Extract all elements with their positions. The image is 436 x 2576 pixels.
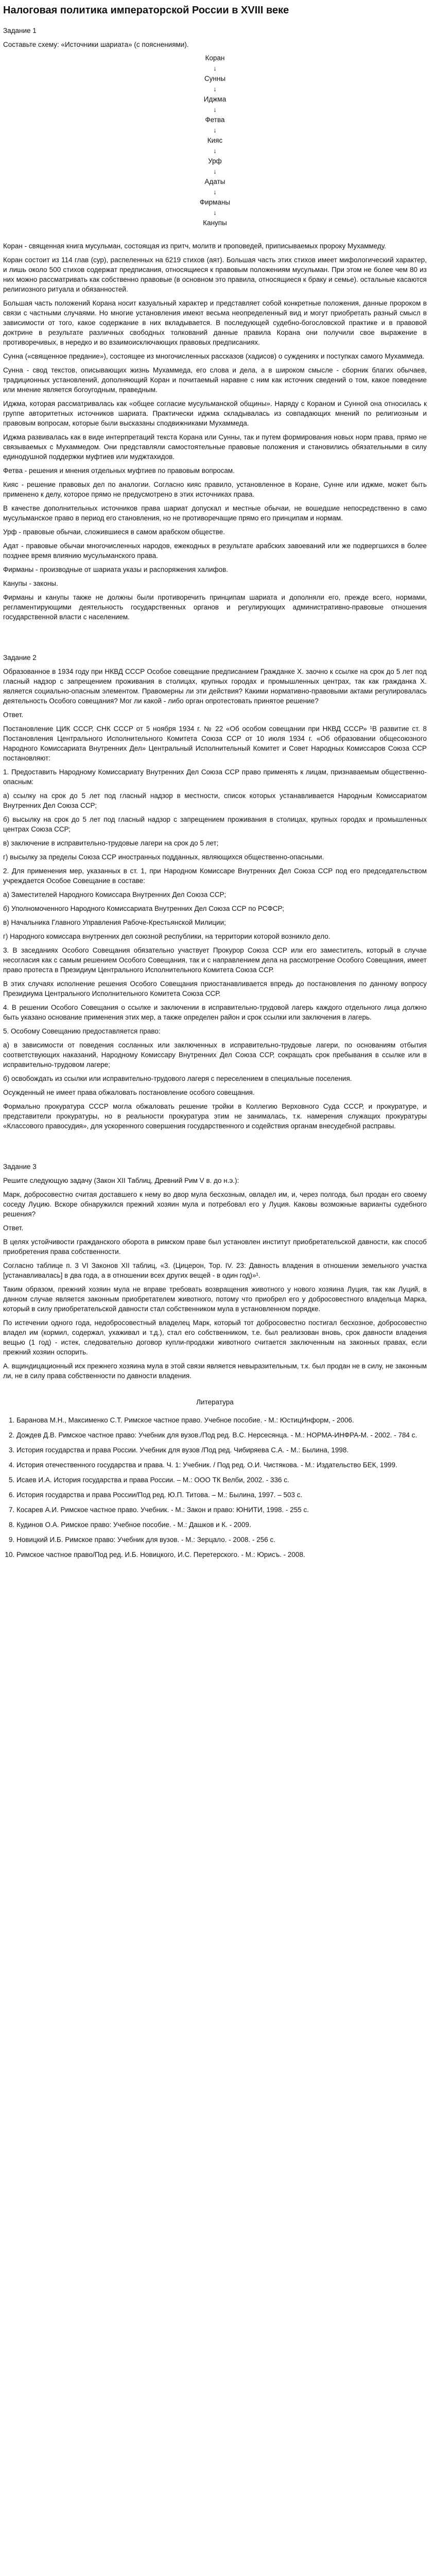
literature-item: 2. Дождев Д.В. Римское частное право: Учебник для вузов./Под ред. В.С. Нерсесянца. - М.: НОРМА-ИНФРА-М. - 2002. - 784 с. [16, 1430, 427, 1440]
paragraph: в) заключение в исправительно-трудовые лагери на срок до 5 лет; [3, 839, 219, 847]
literature-item: 9. Новицкий И.Б. Римское право: Учебник для вузов. - М.: Зерцало. - 2008. - 256 с. [16, 1535, 427, 1545]
literature-item: 6. История государства и права России/Под ред. Ю.П. Титова. – М.: Былина, 1997. – 503 с. [16, 1490, 427, 1500]
task-1-paragraphs [3, 241, 427, 622]
chain-item: Сунны [204, 75, 226, 82]
paragraph: 3. В заседаниях Особого Совещания обязательно участвует Прокурор Союза ССР или его заместитель, который в случае несогласия как с самым решением Особого Совещания, так и с направлением дела на рассмотрение Особого Совещания, имеет право протеста в Президиум Центрального Исполнительного Комитета Союза ССР. [3, 946, 427, 974]
chain-arrow-icon: ↓ [213, 64, 217, 72]
chain-arrow-icon: ↓ [213, 147, 217, 155]
paragraph: В этих случаях исполнение решения Особого Совещания приостанавливается впредь до постановления по данному вопросу Президиума Центрального Исполнительного Комитета Союза ССР. [3, 980, 427, 997]
task-2-heading: Задание 2 [3, 654, 37, 662]
paragraph: 5. Особому Совещанию предоставляется право: [3, 1027, 161, 1035]
paragraph: Коран - священная книга мусульман, состоящая из притч, молитв и проповедей, приписываемых пророку Мухаммеду. [3, 242, 387, 250]
chain-arrow-icon: ↓ [213, 188, 217, 196]
paragraph: В качестве дополнительных источников права шариат допускал и местные обычаи, не вошедшие непосредственно в само мусульманское право в период его становления, но не противоречащие прямо его принципам и нормам. [3, 504, 427, 522]
paragraph: Постановление ЦИК СССР, СНК СССР от 5 ноября 1934 г. № 22 «Об особом совещании при НКВД СССР» ¹В развитие ст. 8 Постановления Центрального Исполнительного Комитета Союза ССР от 10 июля 1934 г. «Об образовании общесоюзного Народного Комиссариата Внутренних Дел» Центральный Исполнительный Комитет и Совет Народных Комиссаров Союза ССР постановляют: [3, 725, 427, 762]
paragraph: а) ссылку на срок до 5 лет под гласный надзор в местности, список которых устанавливается Народным Комиссариатом Внутренних Дел Союза ССР; [3, 792, 427, 809]
chain-item: Урф [208, 157, 222, 165]
task-3-heading: Задание 3 [3, 1163, 37, 1171]
task-1-section [3, 26, 427, 622]
paragraph: Иджма, которая рассматривалась как «общее согласие мусульманской общины». Наряду с Кораном и Сунной она относилась к группе авторитетных источников шариата. Практически иджма складывалась из совпадающих мнений по религиозным и правовым вопросам, которые были высказаны сподвижниками Мухаммеда. [3, 400, 427, 427]
paragraph: 4. В решении Особого Совещания о ссылке и заключении в исправительно-трудовой лагерь каждого отдельного лица должно быть указано основание применения этих мер, а также определен район и срок ссылки или заключения в лагерь. [3, 1004, 427, 1021]
chain-item: Иджма [203, 95, 226, 103]
paragraph: Иджма развивалась как в виде интерпретаций текста Корана или Сунны, так и путем формирования новых норм права, прямо не связываемых с Мухаммедом. Они представляли самостоятельные правовые положения и становились обязательными в силу единодушной поддержки муфтиев или муджтахидов. [3, 433, 427, 461]
paragraph: По истечении одного года, недобросовестный владелец Марк, который тот добросовестно постигал бесхозное, добросовестно владел им (кормил, содержал, ухаживал и т.д.), стал его собственником, т.е. был реализован вновь, срок давности владения вещью (1 год) - истек, следовательно договор купли-продажи животного считается заключенным на законных правах, если прежний хозяин оспорить. [3, 1319, 427, 1356]
page-title: Налоговая политика императорской России в XVIII веке [3, 5, 289, 16]
chain-item: Кияс [207, 137, 223, 144]
chain-arrow-icon: ↓ [213, 85, 217, 93]
paragraph: Формально прокуратура СССР могла обжаловать решение тройки в Коллегию Верховного Суда СССР, и прокуратуре, и представители прокуратуры, но в реальности прокуратура этим не занималась, т.к. намерения служащих прокуратуры «Классового правосудия», для ускоренного совершения государственного и содействия органам внесудебной расправы. [3, 1103, 427, 1130]
task-2-paragraphs [3, 667, 427, 1131]
paragraph: а) Заместителей Народного Комиссара Внутренних Дел Союза ССР; [3, 891, 226, 899]
literature-item: 7. Косарев А.И. Римское частное право. Учебник. - М.: Закон и право: ЮНИТИ, 1998. - 255 с. [16, 1505, 427, 1515]
paragraph: Коран состоит из 114 глав (сур), распеленных на 6219 стихов (аят). Большая часть этих стихов имеет мифологический характер, и лишь около 500 стихов содержат предписания, относящиеся к правовым положениям мусульман. При этом не более чем 80 из них можно рассматривать как собственно правовые (в основном это правила, относящиеся к браку и семье). остальные касаются религиозного ритуала и обязанностей. [3, 256, 427, 293]
literature-item: 3. История государства и права России. Учебник для вузов /Под ред. Чибиряева С.А. - М.: Былина, 1998. [16, 1445, 427, 1455]
task-1-prompt: Составьте схему: «Источники шариата» (с пояснениями). [3, 41, 189, 48]
task-3-section [3, 1162, 427, 1381]
paragraph: Ответ. [3, 1224, 24, 1232]
paragraph: Сунна («священное предание»), состоящее из многочисленных рассказов (хадисов) о суждениях и поступках самого Мухаммеда. [3, 352, 425, 360]
paragraph: В целях устойчивости гражданского оборота в римском праве был установлен институт приобретательской давности, как способ приобретения права собственности. [3, 1238, 427, 1256]
paragraph: Осужденный не имеет права обжаловать постановление особого совещания. [3, 1089, 255, 1096]
paragraph: г) высылку за пределы Союза ССР иностранных подданных, являющихся общественно-опасными. [3, 853, 324, 861]
paragraph: Большая часть положений Корана носит казуальный характер и представляет собой конкретные положения, данные пророком в связи с частными случаями. Но многие установления имеют весьма неопределенный вид и могут приобретать разный смысл в зависимости от того, какое содержание в них вкладывается. В последующей судебно-богословской практике и в правовой доктрине в результате различных свободных толкований данные правила Корана они получили свое выражение в противоречивых, в нередко и во взаимоисключающих правовых предписаниях. [3, 299, 427, 346]
chain-item: Фетва [205, 116, 225, 124]
chain-arrow-icon: ↓ [213, 106, 217, 113]
paragraph: а) в зависимости от поведения сосланных или заключенных в исправительно-трудовые лагери, по основаниям отбытия соответствующих наказаний, Народному Комиссару Внутренних Дел Союза ССР, сокращать срок пребывания в ссылке или в исправительно-трудовом лагере; [3, 1041, 427, 1069]
task-3-paragraphs [3, 1176, 427, 1381]
paragraph: Ответ. [3, 711, 24, 719]
paragraph: Урф - правовые обычаи, сложившиеся в самом арабском обществе. [3, 528, 225, 536]
paragraph: г) Народного комиссара внутренних дел союзной республики, на территории которой возникло дело. [3, 933, 330, 940]
literature-list [3, 1415, 427, 1560]
chain-item: Адаты [204, 178, 225, 185]
literature-item: 4. История отечественного государства и права. Ч. 1: Учебник. / Под ред. О.И. Чистякова. - М.: Издательство БЕК, 1999. [16, 1460, 427, 1470]
paragraph: Канупы - законы. [3, 580, 58, 587]
literature-item: 8. Кудинов О.А. Римское право: Учебное пособие. - М.: Дашков и К. - 2009. [16, 1520, 427, 1530]
chain-arrow-icon: ↓ [213, 126, 217, 134]
literature-item: 5. Исаев И.А. История государства и права России. – М.: ООО ТК Велби, 2002. - 336 с. [16, 1475, 427, 1485]
chain-arrow-icon: ↓ [213, 209, 217, 216]
paragraph: Образованное в 1934 году при НКВД СССР Особое совещание предписанием Гражданке Х. заочно к ссылке на срок до 5 лет под гласный надзор с запрещением проживания в столицах, крупных городах и промышленных центрах, так как гражданка Х. является социально-опасным элементом. Правомерны ли эти действия? Какими нормативно-правовыми актами регулировалась деятельность Особого совещания? Мог ли какой - либо орган опротестовать принятое решение? [3, 668, 427, 705]
paragraph: Фирманы - производные от шариата указы и распоряжения халифов. [3, 566, 229, 573]
literature-item: 10. Римское частное право/Под ред. И.Б. Новицкого, И.С. Перетерского. - М.: Юрисъ. - 2008. [16, 1550, 427, 1560]
paragraph: Согласно таблице п. 3 VI Законов XII таблиц, «3. (Цицерон, Тор. IV. 23: Давность владения в отношении земельного участка [устанавливалась] в два года, а в отношении всех других вещей - в один год)»¹. [3, 1262, 427, 1279]
paragraph: Таким образом, прежний хозяин мула не вправе требовать возвращения животного у нового хозяина Луция, так как Луций, в данном случае является законным приобретателем животного, потому что приобрел его у добросовестного владельца Марка, который в силу приобретательской давности стал собственником мула в установленном порядке. [3, 1285, 427, 1313]
paragraph: 1. Предоставить Народному Комиссариату Внутренних Дел Союза ССР право применять к лицам, признаваемым общественно-опасным: [3, 768, 427, 786]
literature-heading: Литература [196, 1398, 234, 1406]
paragraph: Фирманы и канупы также не должны были противоречить принципам шариата и дополняли его, прежде всего, нормами, регламентирующими деятельность государственных органов и регулирующих административно-правовые отношения государственной власти с населением. [3, 594, 427, 621]
chain-item: Канупы [203, 219, 227, 227]
paragraph: в) Начальника Главного Управления Рабоче-Крестьянской Милиции; [3, 919, 226, 926]
sources-chain-diagram [3, 54, 427, 228]
paragraph: Кияс - решение правовых дел по аналогии. Согласно кияс правило, установленное в Коране, Сунне или иджме, может быть применено к делу, которое прямо не предусмотрено в этих источниках права. [3, 481, 427, 498]
paragraph: Адат - правовые обычаи многочисленных народов, ежекодных в результате арабских завоеваний или же подвергшихся в более позднее время влиянию мусульманского права. [3, 542, 427, 560]
literature-item: 1. Баранова М.Н., Максименко С.Т. Римское частное право. Учебное пособие. - М.: ЮстицИнформ, - 2006. [16, 1415, 427, 1425]
chain-item: Фирманы [199, 198, 231, 206]
chain-arrow-icon: ↓ [213, 167, 217, 175]
paragraph: 2. Для применения мер, указанных в ст. 1, при Народном Комиссаре Внутренних Дел Союза ССР под его председательством учреждается Особое Совещание в составе: [3, 867, 427, 885]
paragraph: б) Уполномоченного Народного Комиссариата Внутренних Дел Союза ССР по РСФСР; [3, 905, 285, 912]
chain-item: Коран [205, 54, 225, 62]
paragraph: б) освобождать из ссылки или исправительно-трудового лагеря с переселением в специальные поселения. [3, 1075, 352, 1082]
paragraph: А. вщиндицационный иск прежнего хозяина мула в этой связи является невыразительным, т.к. был продан не в силу, не законным ли, не в силу права собственности по давности владения. [3, 1362, 427, 1380]
task-1-heading: Задание 1 [3, 27, 37, 35]
paragraph: Фетва - решения и мнения отдельных муфтиев по правовым вопросам. [3, 467, 235, 474]
paragraph: Марк, добросовестно считая доставшего к нему во двор мула бесхозным, овладел им, и, через полгода, был продан его своему соседу Луцию. Вскоре обнаружился прежний хозяин мула и потребовал его у Луция. Каковы возможные варианты судебного решения? [3, 1191, 427, 1218]
paragraph: Сунна - свод текстов, описывающих жизнь Мухаммеда, его слова и дела, а в широком смысле - сборник благих обычаев, традиционных установлений, дополняющий Коран и почитаемый наравне с ним как источник сведений о том, какое поведение или мнение является богоугодным, праведным. [3, 366, 427, 394]
paragraph: б) высылку на срок до 5 лет под гласный надзор с запрещением проживания в столицах, крупных городах и промышленных центрах Союза ССР; [3, 816, 427, 833]
paragraph: Решите следующую задачу (Закон XII Таблиц, Древний Рим V в. до н.э.): [3, 1177, 239, 1184]
task-2-section [3, 653, 427, 1131]
